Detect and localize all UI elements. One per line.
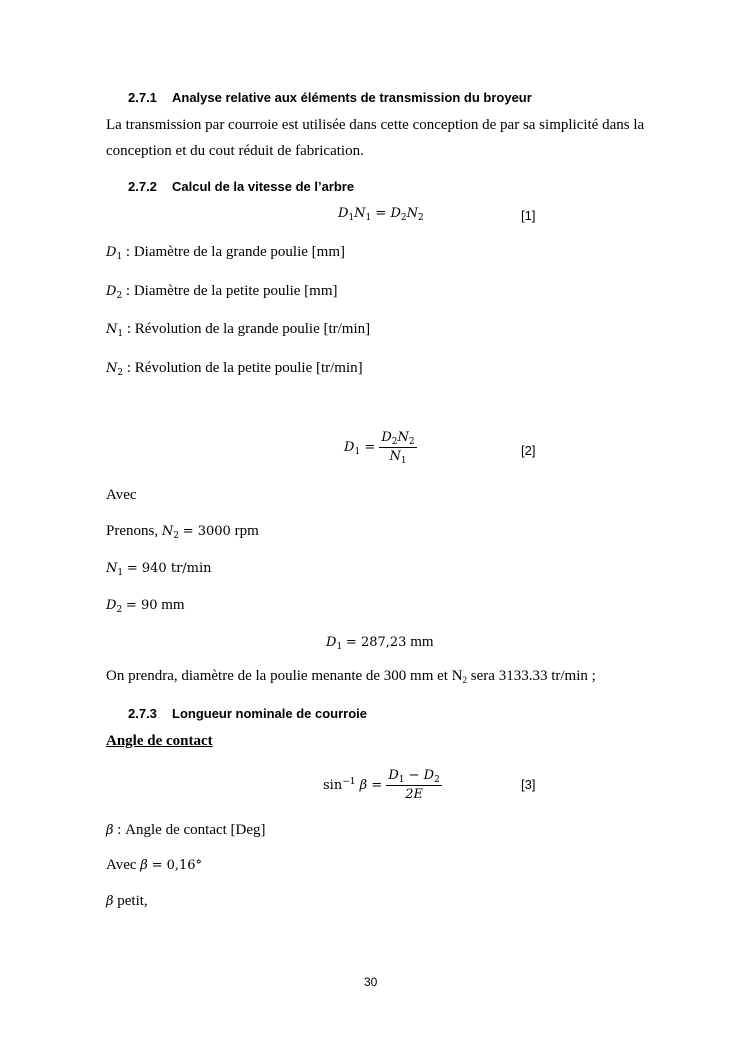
prenons-line: Prenons, $N_2 = 3000$ rpm [106, 523, 259, 541]
equation-2-label: [2] [521, 443, 536, 458]
section-heading-2-7-2: 2.7.2 Calcul de la vitesse de l’arbre [128, 179, 355, 194]
n1-value-line: $N_1 = 940$ tr/min [106, 561, 212, 578]
equation-3-fraction: $\frac{D_1 - D_2}{2E}$ [388, 768, 440, 802]
avec-beta-line: Avec β = 0,16° [106, 857, 203, 873]
section-heading-2-7-1: 2.7.1 Analyse relative aux éléments de transmission du broyeur [128, 90, 532, 105]
conclusion-text: On prendra, diamètre de la poulie menante de 300 mm et $N_2$ sera 3133.33 tr/min ; [106, 668, 596, 685]
equation-1-label: [1] [521, 208, 536, 223]
equation-2-fraction: $\frac{D_2N_2}{N_1}$ [381, 430, 415, 466]
avec-text: Avec [106, 487, 137, 503]
definition-n2: $N_2$ : Révolution de la petite poulie [tr/min] [106, 360, 363, 378]
definition-d1: $D_1$ : Diamètre de la grande poulie [mm] [106, 244, 346, 262]
angle-heading: Angle de contact [106, 733, 213, 749]
beta-small-line: β petit, [106, 893, 148, 909]
equation-3: $\sin^{-1} \beta$ = $\frac{D_1 - D_2}{2E}$ [323, 768, 440, 802]
equation-3-label: [3] [521, 777, 536, 792]
beta-definition: β : Angle de contact [Deg] [106, 822, 266, 838]
definition-n1: $N_1$ : Révolution de la grande poulie [tr/min] [106, 321, 371, 339]
d2-value-line: $D_2 = 90$ mm [106, 597, 185, 615]
definition-d2: $D_2$ : Diamètre de la petite poulie [mm] [106, 283, 338, 301]
section-heading-2-7-3: 2.7.3 Longueur nominale de courroie [128, 706, 368, 721]
page-number: 30 [364, 975, 378, 989]
d1-result-line: $D_1 = 287,23$ mm [326, 634, 434, 652]
equation-2: $D_1$ = $\frac{D_2N_2}{N_1}$ [344, 430, 415, 466]
paragraph-line-2: conception et du cout réduit de fabrication. [106, 143, 364, 159]
equation-1: $D_1N_1 = D_2N_2$ [338, 206, 424, 223]
paragraph-line-1: La transmission par courroie est utilisée dans cette conception de par sa simplicité dans la [106, 117, 645, 133]
